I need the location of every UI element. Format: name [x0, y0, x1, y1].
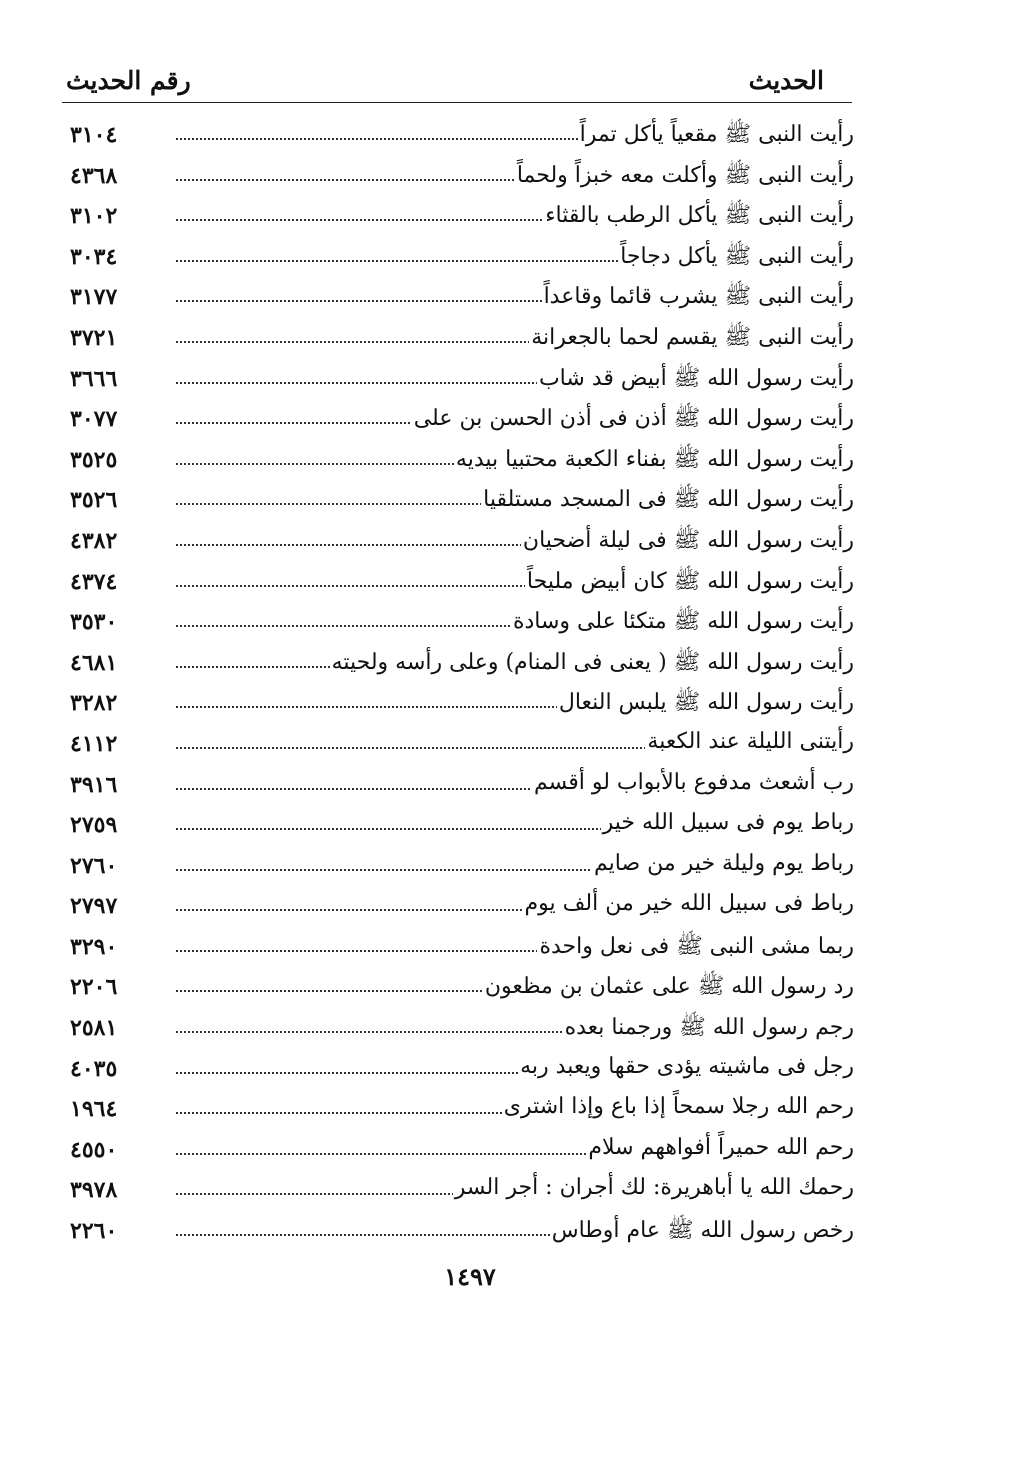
index-entry	[70, 1171, 860, 1212]
header-number-label: رقم الحديث	[66, 66, 191, 95]
hadith-number: ٣٥٢٦	[70, 487, 118, 514]
hadith-text: رحم الله حميراً أفواههم سلام	[588, 1134, 854, 1160]
hadith-number: ٢٧٦٠	[70, 852, 118, 879]
index-entry	[70, 481, 860, 522]
hadith-number: ٢٧٥٩	[70, 812, 118, 839]
index-entry	[70, 847, 860, 888]
hadith-text: رأيت رسول الله ﷺ فى ليلة أضحيان	[521, 526, 854, 558]
index-entries	[70, 116, 860, 1253]
hadith-number: ٣٥٣٠	[70, 609, 118, 636]
index-entry	[70, 887, 860, 928]
hadith-text: رأيت رسول الله ﷺ متكئا على وسادة	[511, 607, 854, 639]
hadith-number: ٣٢٨٢	[70, 690, 118, 717]
hadith-number: ٣٢٩٠	[70, 933, 118, 960]
hadith-number: ٤٠٣٥	[70, 1055, 118, 1082]
hadith-text: رأيت رسول الله ﷺ أبيض قد شاب	[537, 364, 854, 396]
hadith-number: ٣٦٦٦	[70, 365, 118, 392]
hadith-text: رأيت النبى ﷺ يقسم لحما بالجعرانة	[529, 323, 854, 355]
index-entry	[70, 603, 860, 644]
hadith-text: رأيت النبى ﷺ يشرب قائما وقاعداً	[542, 282, 854, 314]
hadith-number: ٤٣٧٤	[70, 568, 118, 595]
hadith-text: رجم رسول الله ﷺ ورجمنا بعده	[563, 1013, 854, 1045]
index-entry	[70, 157, 860, 198]
hadith-text: رباط فى سبيل الله خير من ألف يوم	[524, 891, 854, 917]
hadith-number: ٣٠٧٧	[70, 406, 118, 433]
hadith-text: رأيت رسول الله ﷺ أذن فى أذن الحسن بن على	[412, 404, 854, 436]
hadith-number: ٤٥٥٠	[70, 1136, 118, 1163]
index-entry	[70, 441, 860, 482]
index-entry	[70, 116, 860, 157]
hadith-number: ٢٢٠٦	[70, 974, 118, 1001]
hadith-number: ٣٥٢٥	[70, 446, 118, 473]
hadith-text: رأيت رسول الله ﷺ كان أبيض مليحاً	[525, 567, 854, 599]
index-entry	[70, 928, 860, 969]
index-entry	[70, 644, 860, 685]
hadith-text: رحمك الله يا أباهريرة: لك أجران : أجر السر	[454, 1175, 854, 1201]
hadith-text: رأيت النبى ﷺ وأكلت معه خبزاً ولحماً	[515, 161, 854, 193]
page-number: ١٤٩٧	[444, 1262, 496, 1291]
hadith-text: رأيت رسول الله ﷺ ( يعنى فى المنام) وعلى رأسه ولحيته	[330, 648, 854, 680]
hadith-text: رد رسول الله ﷺ على عثمان بن مظعون	[483, 972, 854, 1004]
hadith-text: رأيت النبى ﷺ يأكل الرطب بالقثاء	[543, 201, 854, 233]
hadith-text: رخص رسول الله ﷺ عام أوطاس	[550, 1216, 854, 1248]
index-entry	[70, 684, 860, 725]
index-entry	[70, 1009, 860, 1050]
hadith-text: رحم الله رجلا سمحاً إذا باع وإذا اشترى	[503, 1094, 854, 1120]
hadith-number: ١٩٦٤	[70, 1096, 118, 1123]
hadith-text: ربما مشى النبى ﷺ فى نعل واحدة	[537, 932, 854, 964]
index-entry	[70, 522, 860, 563]
index-entry	[70, 563, 860, 604]
index-entry	[70, 400, 860, 441]
hadith-text: رأيت رسول الله ﷺ فى المسجد مستلقيا	[481, 485, 854, 517]
index-entry	[70, 1090, 860, 1131]
hadith-text: رباط يوم وليلة خير من صايم	[594, 850, 854, 876]
hadith-number: ٣٧٢١	[70, 324, 118, 351]
column-header	[62, 62, 852, 103]
index-entry	[70, 1212, 860, 1253]
index-entry	[70, 766, 860, 807]
hadith-number: ٢٥٨١	[70, 1015, 118, 1042]
hadith-number: ٤٣٦٨	[70, 162, 118, 189]
hadith-number: ٤٦٨١	[70, 649, 118, 676]
index-entry	[70, 1131, 860, 1172]
hadith-number: ٤١١٢	[70, 730, 118, 757]
hadith-number: ٣١٠٢	[70, 203, 118, 230]
hadith-text: رأيت رسول الله ﷺ يلبس النعال	[557, 688, 854, 720]
hadith-number: ٣٩٧٨	[70, 1177, 118, 1204]
hadith-text: رب أشعث مدفوع بالأبواب لو أقسم	[533, 769, 854, 795]
hadith-text: رأيتنى الليلة عند الكعبة	[647, 728, 854, 754]
hadith-text: رجل فى ماشيته يؤدى حقها ويعبد ربه	[520, 1053, 854, 1079]
hadith-text: رباط يوم فى سبيل الله خير	[602, 810, 854, 836]
index-entry	[70, 1050, 860, 1091]
hadith-number: ٣١٧٧	[70, 284, 118, 311]
index-entry	[70, 197, 860, 238]
index-entry	[70, 319, 860, 360]
hadith-number: ٢٧٩٧	[70, 893, 118, 920]
hadith-text: رأيت النبى ﷺ مقعياً يأكل تمراً	[578, 120, 854, 152]
index-entry	[70, 360, 860, 401]
hadith-text: رأيت النبى ﷺ يأكل دجاجاً	[618, 242, 854, 274]
hadith-number: ٤٣٨٢	[70, 527, 118, 554]
index-entry	[70, 278, 860, 319]
hadith-number: ٣٩١٦	[70, 771, 118, 798]
hadith-number: ٣٠٣٤	[70, 243, 118, 270]
index-entry	[70, 968, 860, 1009]
header-hadith-label: الحديث	[748, 66, 824, 95]
hadith-number: ٢٢٦٠	[70, 1218, 118, 1245]
index-entry	[70, 238, 860, 279]
index-entry	[70, 725, 860, 766]
hadith-text: رأيت رسول الله ﷺ بفناء الكعبة محتبيا بيديه	[454, 445, 854, 477]
hadith-number: ٣١٠٤	[70, 122, 118, 148]
index-entry	[70, 806, 860, 847]
